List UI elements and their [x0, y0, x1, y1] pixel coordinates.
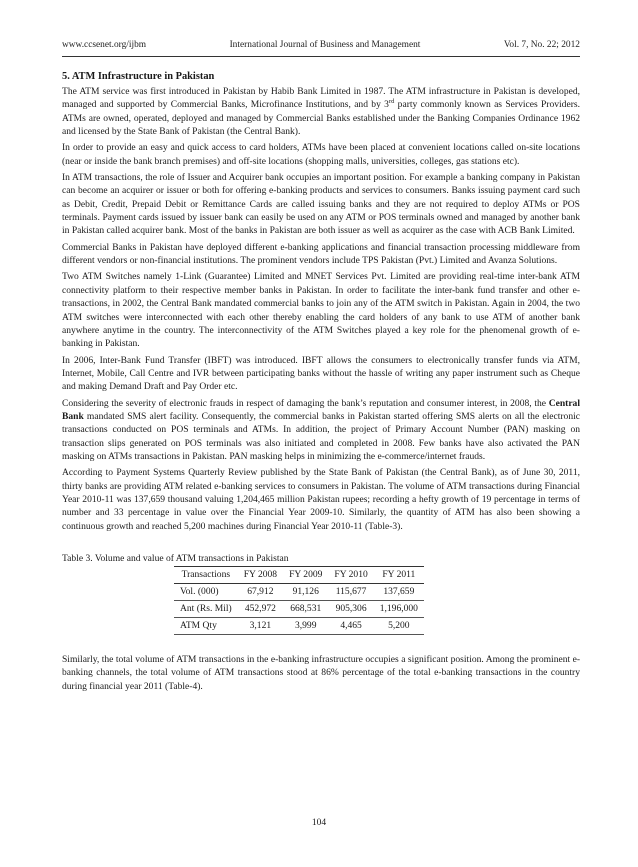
table-row [174, 584, 424, 601]
column-header: FY 2010 [328, 567, 373, 584]
central-bank-bold: Central Bank [62, 397, 580, 422]
table-cell: 67,912 [238, 584, 283, 601]
paragraph-6: In 2006, Inter-Bank Fund Transfer (IBFT) was introduced. IBFT allows the consumers to electronically transfer funds via ATM, Internet, Mobile, Call Centre and IVR between participating banks without the hassle of writing any paper instrument such as Cheque and making Demand Draft and Pay Order etc. [62, 354, 580, 393]
table-cell: ATM Qty [174, 618, 238, 635]
header-rule [62, 56, 580, 57]
table-row [174, 618, 424, 635]
page-body [62, 71, 580, 696]
table-row [174, 601, 424, 618]
paragraph-3: In ATM transactions, the role of Issuer and Acquirer bank occupies an important position. For example a banking company in Pakistan can become an acquirer or issuer or both for offering e-banking products and services to consumers. Banks issuing payment card such as Debit, Credit, Prepaid Debit or Remittance Cards are called issuing banks and they are not required to deploy ATMs or POS terminals. Payment cards issued by issuer bank can easily be used on any ATM or POS terminals owned and managed by another bank in Pakistan called acquirer bank. Most of the banks in Pakistan are both issuer as well as acquirer as the case with ACB Bank Limited. [62, 172, 580, 237]
column-header: FY 2011 [374, 567, 424, 584]
column-header: Transactions [174, 567, 238, 584]
table-cell: 3,121 [238, 618, 283, 635]
table-cell: 5,200 [374, 618, 424, 635]
table-cell: 905,306 [328, 601, 373, 618]
table-cell: 3,999 [283, 618, 328, 635]
table-cell: Vol. (000) [174, 584, 238, 601]
table-cell: 1,196,000 [374, 601, 424, 618]
table-cell: 115,677 [328, 584, 373, 601]
column-header: FY 2009 [283, 567, 328, 584]
table-cell: 452,972 [238, 601, 283, 618]
volume-info: Vol. 7, No. 22; 2012 [503, 40, 580, 50]
paragraph-2: In order to provide an easy and quick access to card holders, ATMs have been placed at convenient locations called on-site locations (near or inside the bank branch premises) and off-site locations (shopping malls, universities, colleges, gas stations etc). [62, 142, 580, 167]
atm-transactions-table [174, 566, 424, 635]
paragraph-9: Similarly, the total volume of ATM transactions in the e-banking infrastructure occupies a significant position. Among the prominent e-banking channels, the total volume of ATM transactions stood at 86% percentage of the total e-banking transactions in the country during financial year 2011 (Table-4). [62, 654, 580, 692]
table-cell: 91,126 [283, 584, 328, 601]
running-header [62, 40, 580, 50]
paragraph-1: The ATM service was first introduced in Pakistan by Habib Bank Limited in 1987. The ATM infrastructure in Pakistan is developed, managed and supported by Commercial Banks, Microfinance Institutions, and by 3rd party commonly known as Services Providers. ATMs are owned, operated, deployed and managed by Commercial Banks established under the Banking Companies Ordinance 1962 and licensed by the State Bank of Pakistan (the Central Bank). [62, 86, 580, 138]
page-number: 104 [311, 818, 327, 828]
table-cell: 668,531 [283, 601, 328, 618]
table-cell: Ant (Rs. Mil) [174, 601, 238, 618]
column-header: FY 2008 [238, 567, 283, 584]
section-title: 5. ATM Infrastructure in Pakistan [62, 71, 215, 82]
journal-url[interactable]: www.ccsenet.org/ijbm [62, 40, 147, 50]
table-cell: 137,659 [374, 584, 424, 601]
paragraph-5: Two ATM Switches namely 1-Link (Guarantee) Limited and MNET Services Pvt. Limited are providing real-time inter-bank ATM connectivity platform to their respective member banks in Pakistan. In order to facilitate the inter-bank fund transfer and other e-transactions, in 2002, the Central Bank mandated commercial banks to join any of the ATM switch in Pakistan. Again in 2004, the two ATM switches were interconnected with each other thereby enabling the card holders of any bank to use ATM of another bank anywhere anytime in the country. The interconnectivity of the ATM Switches played a key role for the phenomenal growth of e-banking in Pakistan. [62, 271, 580, 350]
table-caption: Table 3. Volume and value of ATM transactions in Pakistan [62, 553, 289, 564]
paragraph-8: According to Payment Systems Quarterly Review published by the State Bank of Pakistan (the Central Bank), as of June 30, 2011, thirty banks are providing ATM related e-banking services to consumers in Pakistan. The volume of ATM transactions during Financial Year 2010-11 was 137,659 thousand valuing 1,204,465 million Pakistan rupees; recording a hefty growth of 19 percentage in terms of number and 33 percentage in value over the Financial Year 2009-10. Similarly, the quantity of ATM has also been showing a continuous growth and reached 5,200 machines during Financial Year 2010-11 (Table-3). [62, 467, 580, 532]
superscript-rd: rd [388, 98, 395, 106]
journal-name: International Journal of Business and Management [229, 40, 421, 50]
table-cell: 4,465 [328, 618, 373, 635]
paragraph-4: Commercial Banks in Pakistan have deployed different e-banking applications and financial transaction processing middleware from different vendors or non-financial institutions. The prominent vendors include TPS Pakistan (Pvt.) Limited and Avanza Solutions. [62, 241, 580, 267]
paragraph-7: Considering the severity of electronic frauds in respect of damaging the bank’s reputation and consumer interest, in 2008, the Central Bank mandated SMS alert facility. Consequently, the commercial banks in Pakistan started offering SMS alerts on all the electronic transactions conducted on POS terminals and ATMs. In addition, the project of Primary Account Number (PAN) masking on transaction slips generated on POS terminals was also initiated and completed in 2008. Few banks have also activated the PAN masking on ATMs transactions in Pakistan. PAN masking helps in minimizing the e-commerce/internet frauds. [62, 397, 580, 462]
table-header-row [174, 567, 424, 584]
